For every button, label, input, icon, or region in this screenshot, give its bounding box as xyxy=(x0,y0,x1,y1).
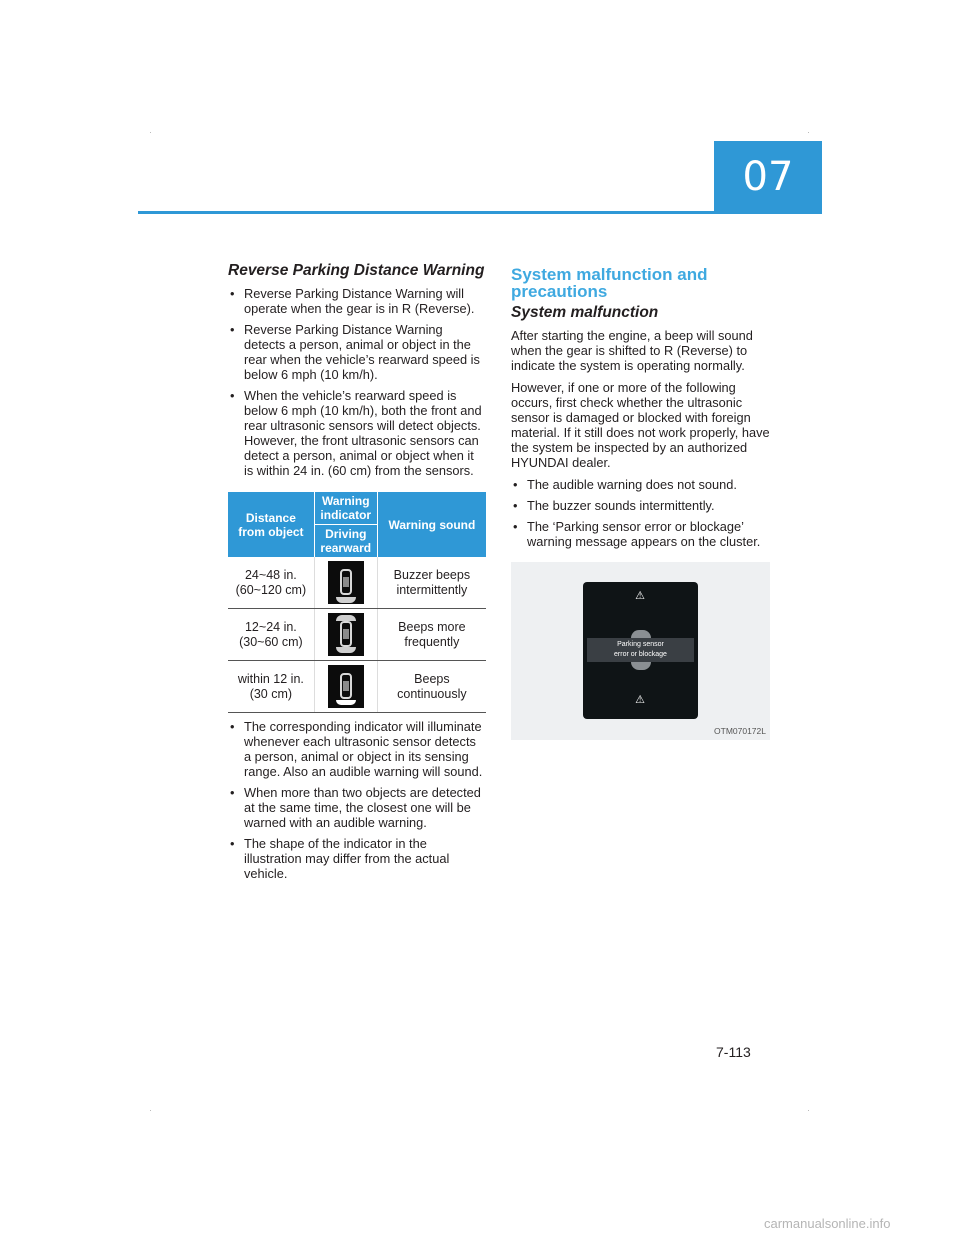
section-heading-rpdw: Reverse Parking Distance Warning xyxy=(228,262,485,279)
cluster-figure xyxy=(511,562,770,740)
sound-cell: Beeps more frequently xyxy=(377,609,486,661)
col-sound-header: Warning sound xyxy=(377,492,486,557)
warning-message xyxy=(587,638,694,662)
right-column xyxy=(511,262,771,740)
cluster-screen xyxy=(583,582,698,719)
list-item: • When more than two objects are detected at the same time, the closest one will be warned with an audible warning. xyxy=(228,785,486,830)
warning-triangle-icon: ⚠ xyxy=(635,694,645,706)
list-item: • The shape of the indicator in the illustration may differ from the actual vehicle. xyxy=(228,836,486,881)
watermark: carmanualsonline.info xyxy=(764,1216,891,1231)
crop-mark xyxy=(808,1110,809,1111)
distance-warning-table xyxy=(228,492,486,713)
list-item: • Reverse Parking Distance Warning will operate when the gear is in R (Reverse). xyxy=(228,286,486,316)
distance-cell: 24~48 in. (60~120 cm) xyxy=(228,557,314,609)
paragraph: However, if one or more of the following occurs, first check whether the ultrasonic sensor is damaged or blocked with foreign material. If it still does not work properly, have the system be inspected by an authorized HYUNDAI dealer. xyxy=(511,380,770,470)
list-item: • When the vehicle’s rearward speed is below 6 mph (10 km/h), both the front and rear ultrasonic sensors will detect objects. However, the front ultrasonic sensors can detect a person, animal or object when it is within 24 in. (60 cm) from the sensors. xyxy=(228,388,486,478)
distance-cell: 12~24 in. (30~60 cm) xyxy=(228,609,314,661)
chapter-tab: 07 xyxy=(714,141,822,214)
sound-cell: Beeps continuously xyxy=(377,661,486,713)
col-indicator-header: Warning indicator xyxy=(314,492,377,525)
parking-indicator-icon xyxy=(328,561,364,604)
sound-cell: Buzzer beeps intermittently xyxy=(377,557,486,609)
warning-triangle-icon: ⚠ xyxy=(635,590,645,602)
bullet-list-bottom xyxy=(228,719,486,881)
list-item: • The audible warning does not sound. xyxy=(511,477,771,492)
crop-mark xyxy=(150,1110,151,1111)
crop-mark xyxy=(808,132,809,133)
sub-heading-malfunction: System malfunction xyxy=(511,304,659,321)
header-rule xyxy=(138,211,714,214)
figure-code: OTM070172L xyxy=(714,726,766,736)
col-indicator-subheader: Driving rearward xyxy=(314,525,377,558)
section-heading-malfunction: System malfunction and precautions xyxy=(511,265,708,301)
table-row xyxy=(228,661,486,713)
list-item: • The corresponding indicator will illuminate whenever each ultrasonic sensor detects a person, animal or object in its sensing range. Also an audible warning will sound. xyxy=(228,719,486,779)
parking-indicator-icon xyxy=(328,613,364,656)
indicator-cell xyxy=(314,557,377,609)
indicator-cell xyxy=(314,661,377,713)
indicator-cell xyxy=(314,609,377,661)
distance-cell: within 12 in. (30 cm) xyxy=(228,661,314,713)
crop-mark xyxy=(150,132,151,133)
message-line: error or blockage xyxy=(614,651,667,658)
sensor-icon xyxy=(631,662,651,670)
table-row xyxy=(228,557,486,609)
message-line: Parking sensor xyxy=(617,641,664,648)
bullet-list-top xyxy=(228,286,486,478)
table-row xyxy=(228,609,486,661)
left-column xyxy=(228,262,486,887)
list-item: • The buzzer sounds intermittently. xyxy=(511,498,771,513)
col-distance-header: Distance from object xyxy=(228,492,314,557)
paragraph: After starting the engine, a beep will sound when the gear is shifted to R (Reverse) to indicate the system is operating normally. xyxy=(511,328,753,373)
page-number: 7-113 xyxy=(716,1044,751,1060)
list-item: • Reverse Parking Distance Warning detects a person, animal or object in the rear when the vehicle’s rearward speed is below 6 mph (10 km/h). xyxy=(228,322,486,382)
list-item: • The ‘Parking sensor error or blockage’ warning message appears on the cluster. xyxy=(511,519,771,549)
sensor-icon xyxy=(631,630,651,638)
malfunction-bullet-list xyxy=(511,477,771,549)
parking-indicator-icon xyxy=(328,665,364,708)
